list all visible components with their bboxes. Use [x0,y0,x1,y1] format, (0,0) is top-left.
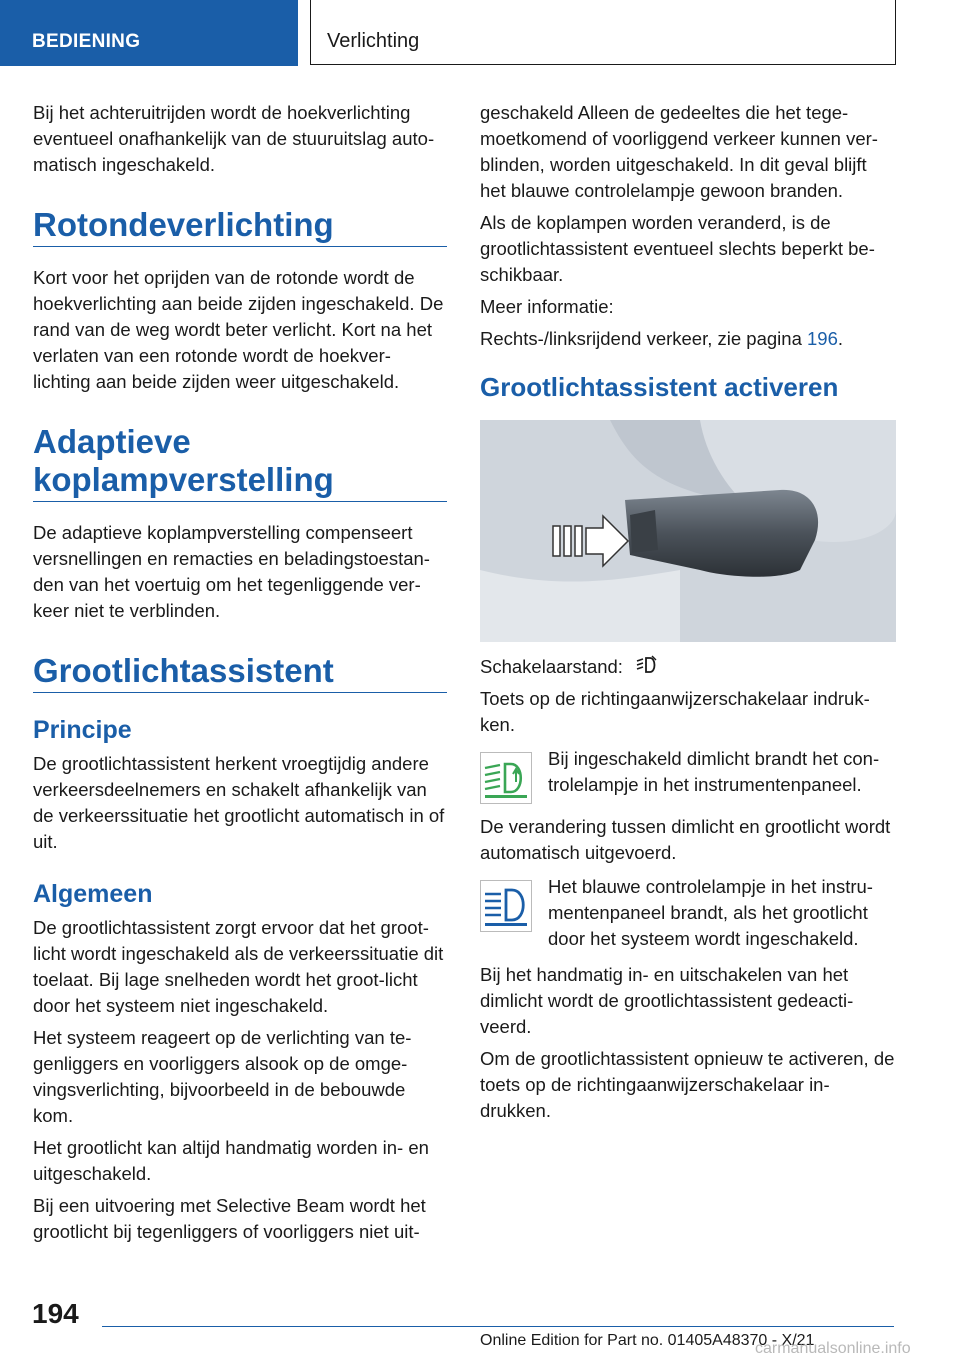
heading-adaptieve-koplampverstelling: Adaptieve koplampverstelling [33,423,447,502]
algemeen-paragraph-3: Het grootlicht kan altijd handmatig worden in- en uitgeschakeld. [33,1137,429,1184]
schakelaarstand-label: Schakelaarstand: [480,656,623,677]
grootlicht-indicator-row [480,874,896,952]
cross-reference [480,326,896,352]
algemeen-paragraph-2: Het systeem reageert op de verlichting van te-genliggers en voorliggers alsook op de omge-vingsverlichting, bijvoorbeeld in de bebouwde kom. [33,1027,412,1126]
heading-grootlichtassistent-activeren: Grootlichtassistent activeren [480,372,839,402]
opnieuw-paragraph: Om de grootlichtassistent opnieuw te activeren, de toets op de richtingaanwijzerschakelaar in-drukken. [480,1048,895,1121]
chapter-tab[interactable]: Verlichting [310,0,896,65]
cross-reference-suffix: . [837,328,844,349]
grootlicht-indicator-icon [480,880,532,932]
footer-edition: Online Edition for Part no. 01405A48370 - X/21 [480,1332,815,1349]
turn-signal-lever-photo [480,420,896,642]
lever-illustration [480,420,896,642]
cross-reference-text: Rechts-/linksrijdend verkeer, zie pagina [480,328,807,349]
koplampen-paragraph: Als de koplampen worden veranderd, is de grootlichtassistent eventueel slechts beperkt be-schikbaar. [480,212,875,285]
section-tab[interactable]: BEDIENING [0,0,298,66]
dimlicht-indicator-row [480,746,896,804]
schakelaarstand [480,654,896,680]
dimlicht-indicator-icon [480,752,532,804]
heading-algemeen: Algemeen [33,880,153,908]
intro-paragraph: Bij het achteruitrijden wordt de hoekverlichting eventueel onafhankelijk van de stuuruitslag auto-matisch ingeschakeld. [33,102,435,175]
heading-rotondeverlichting: Rotondeverlichting [33,206,447,247]
rotonde-paragraph: Kort voor het oprijden van de rotonde wordt de hoekverlichting aan beide zijden ingeschakeld. De rand van de weg wordt beter verlicht. Kort na het verlaten van een rotonde wordt de hoekver-lichting aan beide zijden weer uitgeschakeld. [33,267,444,392]
continued-paragraph: geschakeld Alleen de gedeeltes die het tege-moetkomend of voorliggend verkeer kunnen ver-blinden, worden uitgeschakeld. In dit geval blijft het blauwe controlelampje gewoon branden. [480,102,878,201]
right-column [480,100,896,1130]
dimlicht-indicator-text: Bij ingeschakeld dimlicht brandt het con-trolelampje in het instrumentenpaneel. [548,748,880,795]
heading-grootlichtassistent: Grootlichtassistent [33,652,447,693]
grootlicht-indicator-text: Het blauwe controlelampje in het instru-mentenpaneel brandt, als het grootlicht door het systeem wordt ingeschakeld. [548,876,873,949]
adaptieve-paragraph: De adaptieve koplampverstelling compenseert versnellingen en remacties en beladingstoestan-den van het voertuig om het tegenliggende ver-keer niet te verblinden. [33,522,430,621]
page-link[interactable]: 196 [807,328,838,349]
footer-divider [102,1326,894,1327]
verandering-paragraph: De verandering tussen dimlicht en grootlicht wordt automatisch uitgevoerd. [480,816,891,863]
algemeen-paragraph-1: De grootlichtassistent zorgt ervoor dat het groot-licht wordt ingeschakeld als de verkeerssituatie dit toelaat. Bij lage snelheden wordt het groot-licht door het systeem niet ingeschakeld. [33,917,444,1016]
page-header [0,0,960,70]
watermark: carmanualsonline.info [755,1340,911,1357]
handmatig-paragraph: Bij het handmatig in- en uitschakelen van het dimlicht wordt de grootlichtassistent gedeacti-veerd. [480,964,854,1037]
page-number: 194 [32,1298,79,1329]
left-column [33,100,447,1251]
high-beam-assistant-symbol-icon [634,655,660,677]
toets-paragraph: Toets op de richtingaanwijzerschakelaar indruk-ken. [480,688,870,735]
algemeen-paragraph-4: Bij een uitvoering met Selective Beam wordt het grootlicht bij tegenliggers of voorliggers niet uit- [33,1195,426,1242]
principe-paragraph: De grootlichtassistent herkent vroegtijdig andere verkeersdeelnemers en schakelt afhankelijk van de verkeerssituatie het grootlicht automatisch in of uit. [33,753,445,852]
meer-informatie: Meer informatie: [480,296,614,317]
heading-principe: Principe [33,716,132,744]
